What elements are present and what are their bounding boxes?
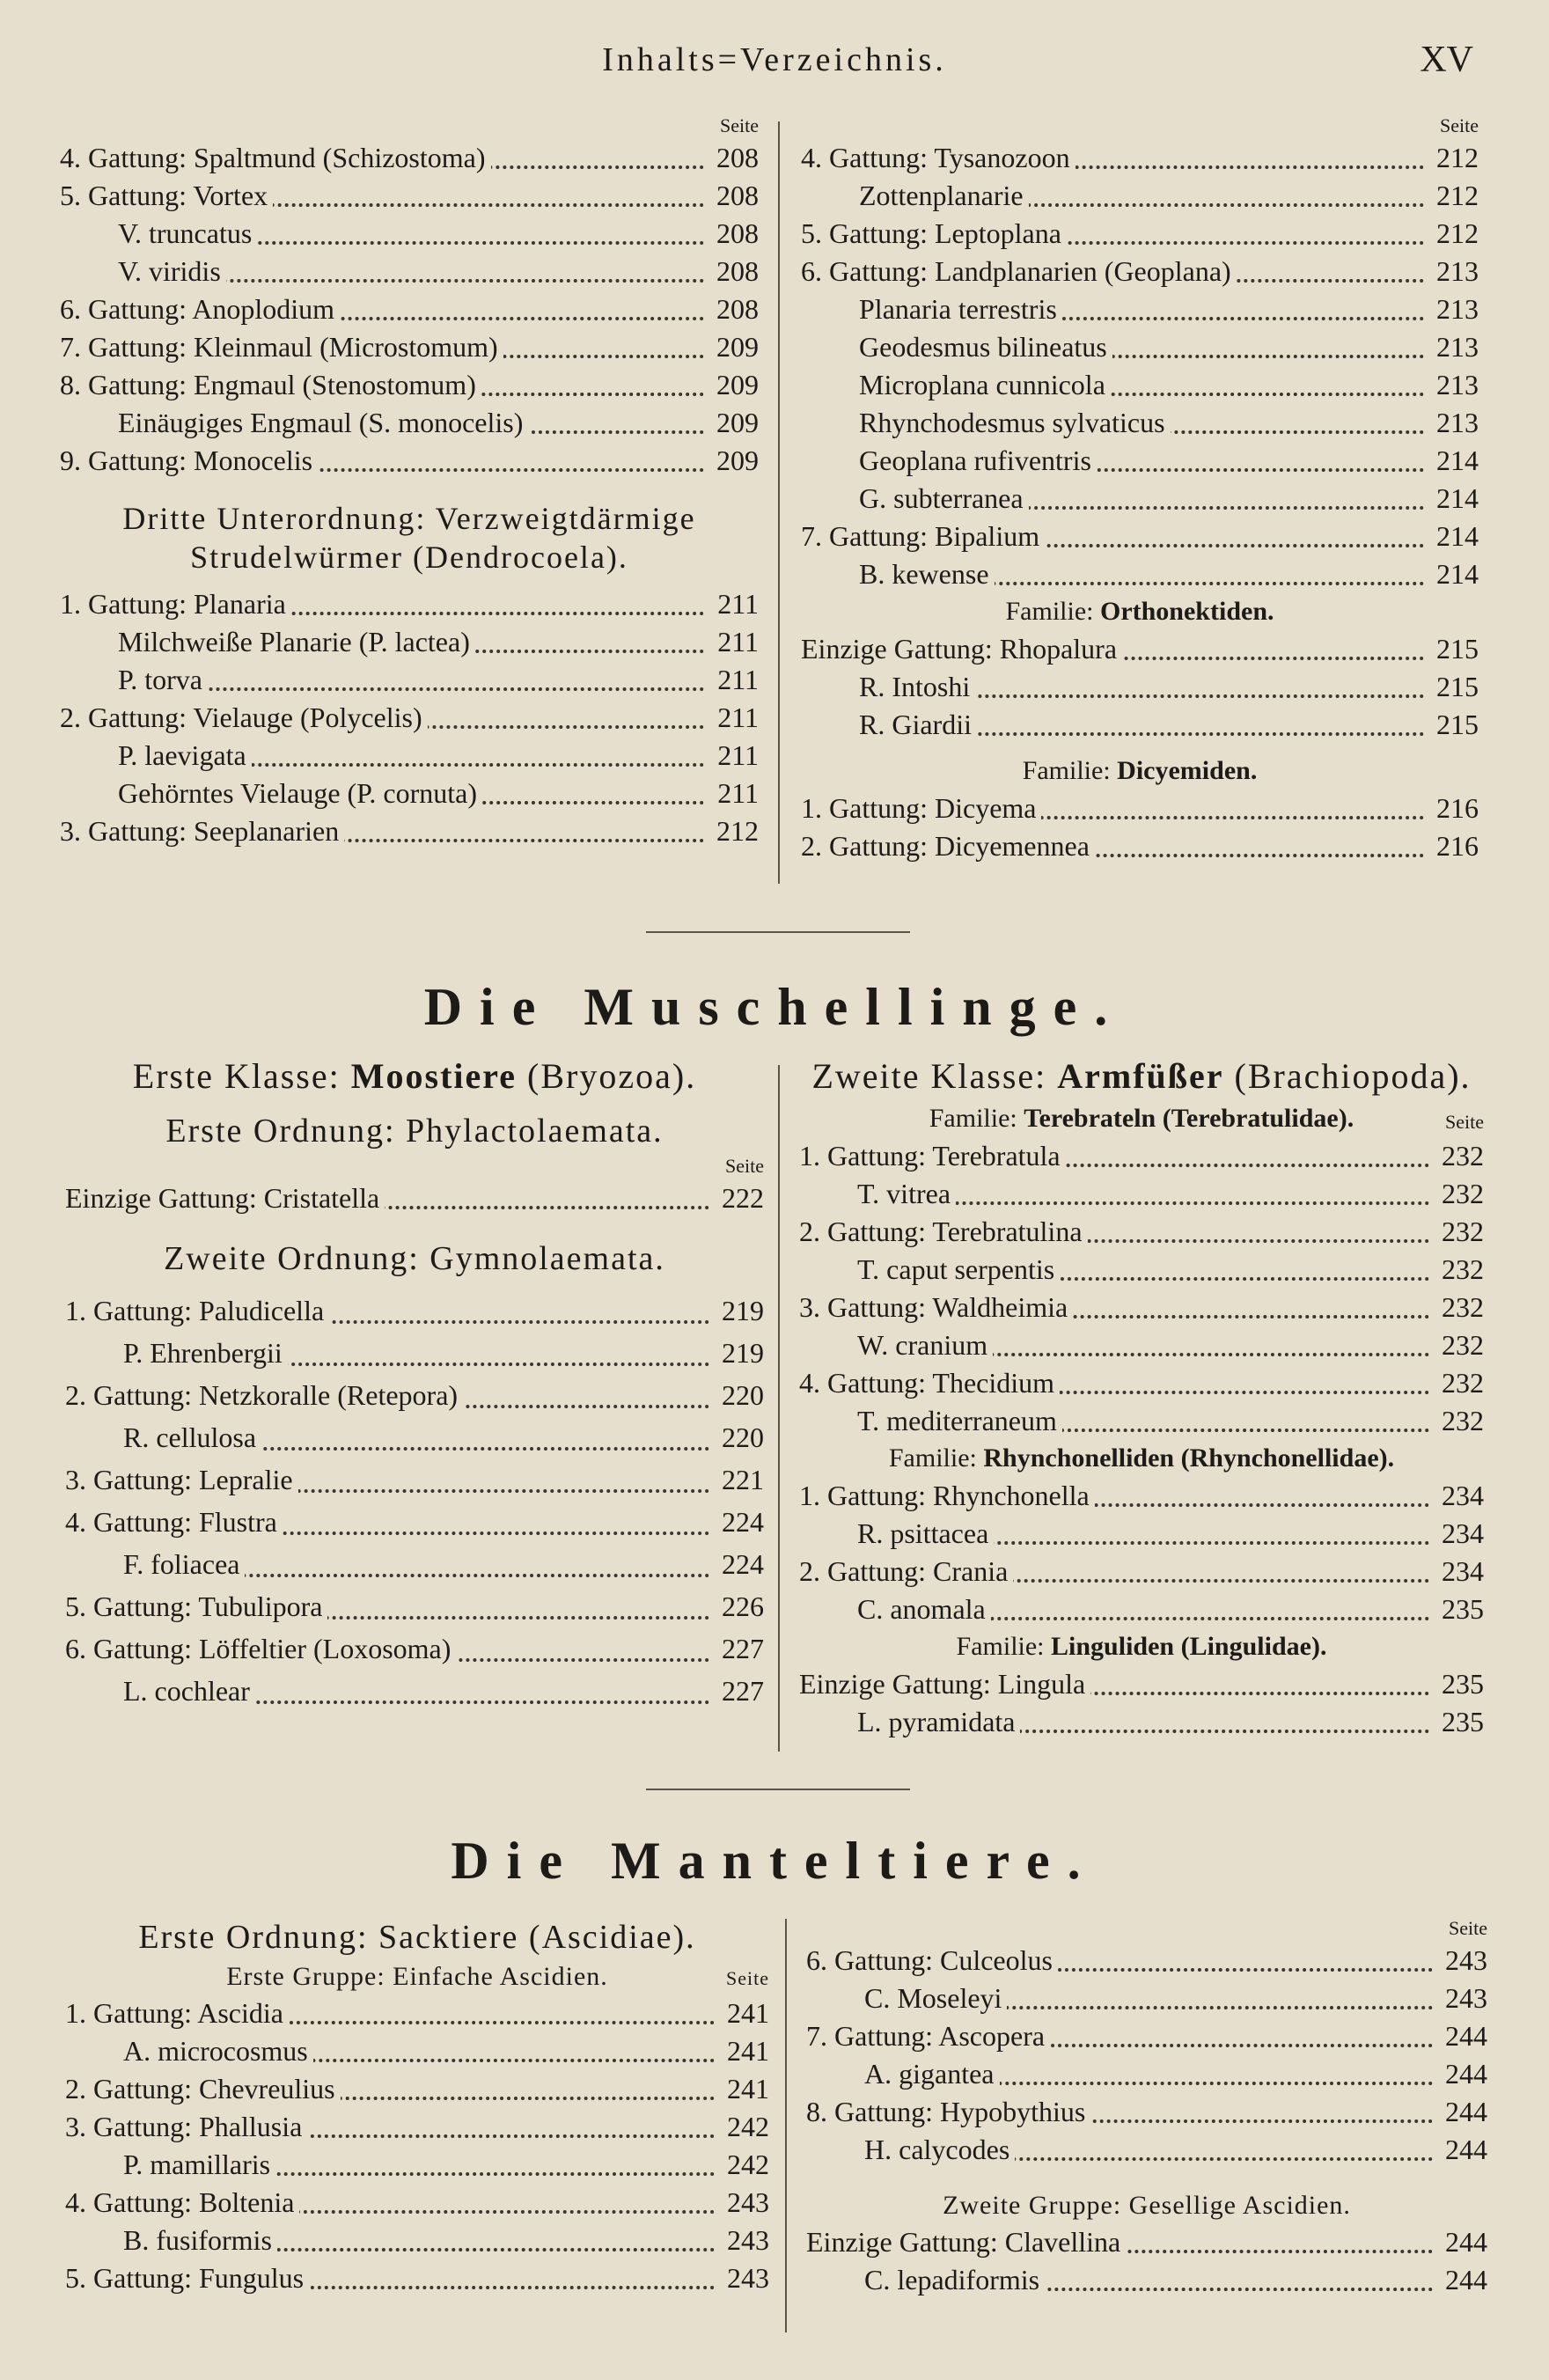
toc-subentry bbox=[60, 737, 759, 775]
page-ref: 232 bbox=[1431, 1251, 1484, 1289]
page-ref: 213 bbox=[1426, 404, 1479, 442]
entry-title: Geoplana rufiventris bbox=[859, 442, 1097, 480]
page-ref: 208 bbox=[706, 290, 759, 328]
entry-title: A. gigantea bbox=[864, 2055, 1000, 2093]
toc-subentry bbox=[65, 2222, 769, 2259]
entry-title: C. lepadiformis bbox=[864, 2261, 1045, 2299]
toc-subentry bbox=[65, 2032, 769, 2070]
entry-title: Milchweiße Planarie (P. lactea) bbox=[118, 623, 475, 661]
entry-title: T. caput serpentis bbox=[857, 1251, 1060, 1289]
page-ref: 212 bbox=[1426, 139, 1479, 177]
page-ref: 213 bbox=[1426, 366, 1479, 404]
entry-title: 1. Gattung: Rhynchonella bbox=[799, 1477, 1095, 1515]
seite-label: Seite bbox=[726, 1967, 769, 1989]
page-ref: 244 bbox=[1435, 2261, 1487, 2299]
page-ref: 214 bbox=[1426, 518, 1479, 555]
toc-subentry bbox=[65, 1543, 764, 1585]
toc-entry bbox=[806, 2017, 1487, 2055]
toc-entry bbox=[60, 177, 759, 215]
toc-subentry bbox=[799, 1590, 1484, 1628]
family-heading: Familie: Linguliden (Lingulidae). bbox=[956, 1632, 1327, 1661]
entry-title: 5. Gattung: Leptoplana bbox=[801, 215, 1067, 253]
page-ref: 235 bbox=[1431, 1590, 1484, 1628]
entry-title: 8. Gattung: Engmaul (Stenostomum) bbox=[60, 366, 481, 404]
page-ref: 211 bbox=[706, 623, 759, 661]
page-ref: 235 bbox=[1431, 1703, 1484, 1741]
entry-title: 2. Gattung: Netzkoralle (Retepora) bbox=[65, 1374, 463, 1416]
toc-entry bbox=[65, 2184, 769, 2222]
toc-entry bbox=[806, 2093, 1487, 2131]
toc-entry bbox=[799, 1665, 1484, 1703]
entry-title: 5. Gattung: Tubulipora bbox=[65, 1585, 327, 1627]
toc-subentry bbox=[60, 215, 759, 253]
entry-title: 1. Gattung: Ascidia bbox=[65, 1994, 289, 2032]
page-ref: 244 bbox=[1435, 2131, 1487, 2169]
toc-subentry bbox=[60, 253, 759, 290]
entry-title: R. Giardii bbox=[859, 706, 977, 744]
page-ref: 243 bbox=[716, 2259, 769, 2297]
page-ref: 209 bbox=[706, 442, 759, 480]
page-ref: 242 bbox=[716, 2146, 769, 2184]
page-ref: 244 bbox=[1435, 2055, 1487, 2093]
page-ref: 214 bbox=[1426, 442, 1479, 480]
toc-entry bbox=[65, 1458, 764, 1501]
page-ref: 213 bbox=[1426, 290, 1479, 328]
top-right-column bbox=[801, 113, 1479, 865]
entry-title: 4. Gattung: Flustra bbox=[65, 1501, 283, 1543]
page-ref: 211 bbox=[706, 775, 759, 812]
family-heading: Familie: Rhynchonelliden (Rhynchonellidae). bbox=[888, 1443, 1395, 1473]
section-title: Die Manteltiere. bbox=[451, 1832, 1098, 1890]
toc-subentry bbox=[801, 366, 1479, 404]
entry-title: R. cellulosa bbox=[123, 1416, 261, 1458]
page-ref: 214 bbox=[1426, 480, 1479, 518]
toc-subentry bbox=[801, 706, 1479, 744]
entry-title: 3. Gattung: Phallusia bbox=[65, 2108, 307, 2146]
section2-right-column bbox=[806, 1915, 1487, 2299]
toc-subentry bbox=[801, 177, 1479, 215]
toc-subentry bbox=[65, 2146, 769, 2184]
toc-subentry bbox=[60, 661, 759, 699]
toc-subentry bbox=[60, 775, 759, 812]
page-ref: 216 bbox=[1426, 827, 1479, 865]
page-ref: 242 bbox=[716, 2108, 769, 2146]
entry-title: Einzige Gattung: Cristatella bbox=[65, 1179, 385, 1217]
toc-subentry bbox=[801, 480, 1479, 518]
toc-subentry bbox=[799, 1402, 1484, 1440]
toc-entry bbox=[799, 1137, 1484, 1175]
toc-entry bbox=[801, 518, 1479, 555]
toc-entry bbox=[60, 139, 759, 177]
page-ref: 241 bbox=[716, 2032, 769, 2070]
entry-title: B. kewense bbox=[859, 555, 995, 593]
entry-title: 7. Gattung: Ascopera bbox=[806, 2017, 1050, 2055]
order-heading: Erste Ordnung: Phylactolaemata. bbox=[165, 1113, 664, 1150]
toc-entry bbox=[799, 1553, 1484, 1590]
toc-subentry bbox=[799, 1326, 1484, 1364]
toc-entry bbox=[799, 1364, 1484, 1402]
page-ref: 224 bbox=[711, 1543, 764, 1585]
toc-entry bbox=[65, 1501, 764, 1543]
entry-title: L. cochlear bbox=[123, 1670, 255, 1712]
page-ref: 215 bbox=[1426, 668, 1479, 706]
page-ref: 227 bbox=[711, 1627, 764, 1670]
page-ref: 232 bbox=[1431, 1289, 1484, 1326]
page-ref: 208 bbox=[706, 139, 759, 177]
toc-entry bbox=[65, 2070, 769, 2108]
section1-left-column bbox=[65, 1053, 764, 1712]
page-ref: 213 bbox=[1426, 328, 1479, 366]
page-ref: 214 bbox=[1426, 555, 1479, 593]
toc-subentry bbox=[801, 668, 1479, 706]
family-heading: Familie: Orthonektiden. bbox=[1005, 597, 1274, 626]
toc-entry bbox=[806, 1942, 1487, 1980]
entry-title: 2. Gattung: Crania bbox=[799, 1553, 1013, 1590]
entry-title: 5. Gattung: Fungulus bbox=[65, 2259, 309, 2297]
entry-title: 4. Gattung: Tysanozoon bbox=[801, 139, 1075, 177]
entry-title: V. truncatus bbox=[118, 215, 257, 253]
order-heading: Zweite Ordnung: Gymnolaemata. bbox=[164, 1240, 665, 1277]
running-title: Inhalts=Verzeichnis. bbox=[602, 41, 947, 78]
page-ref: 211 bbox=[706, 699, 759, 737]
page-ref: 243 bbox=[716, 2222, 769, 2259]
entry-title: 2. Gattung: Dicyemennea bbox=[801, 827, 1095, 865]
entry-title: Gehörntes Vielauge (P. cornuta) bbox=[118, 775, 482, 812]
group-heading: Erste Gruppe: Einfache Ascidien. Seite bbox=[65, 1959, 769, 1994]
seite-label: Seite bbox=[1449, 1917, 1487, 1939]
page-ref: 209 bbox=[706, 404, 759, 442]
family-heading: Familie: Terebrateln (Terebratulidae). Seite bbox=[799, 1100, 1484, 1137]
page-ref: 220 bbox=[711, 1374, 764, 1416]
page-ref: 235 bbox=[1431, 1665, 1484, 1703]
page-ref: 226 bbox=[711, 1585, 764, 1627]
toc-entry bbox=[65, 1289, 764, 1332]
toc-subentry bbox=[801, 328, 1479, 366]
entry-title: T. mediterraneum bbox=[857, 1402, 1062, 1440]
seite-label: Seite bbox=[1445, 1111, 1484, 1133]
toc-entry bbox=[801, 790, 1479, 827]
page-ref: 219 bbox=[711, 1332, 764, 1374]
page-ref: 215 bbox=[1426, 706, 1479, 744]
page-ref: 215 bbox=[1426, 630, 1479, 668]
page-ref: 221 bbox=[711, 1458, 764, 1501]
section2-left-column bbox=[65, 1915, 769, 2297]
page-ref: 211 bbox=[706, 661, 759, 699]
entry-title: Einäugiges Engmaul (S. monocelis) bbox=[118, 404, 528, 442]
entry-title: F. foliacea bbox=[123, 1543, 245, 1585]
entry-title: 1. Gattung: Paludicella bbox=[65, 1289, 329, 1332]
entry-title: P. laevigata bbox=[118, 737, 252, 775]
entry-title: C. anomala bbox=[857, 1590, 991, 1628]
toc-entry bbox=[799, 1477, 1484, 1515]
toc-subentry bbox=[799, 1175, 1484, 1213]
page-ref: 243 bbox=[1435, 1942, 1487, 1980]
page-ref: 232 bbox=[1431, 1137, 1484, 1175]
entry-title: P. Ehrenbergii bbox=[123, 1332, 288, 1374]
toc-entry bbox=[65, 1994, 769, 2032]
group-heading: Zweite Gruppe: Gesellige Ascidien. bbox=[943, 2191, 1351, 2220]
toc-subentry bbox=[799, 1703, 1484, 1741]
toc-subentry bbox=[801, 404, 1479, 442]
entry-title: 4. Gattung: Boltenia bbox=[65, 2184, 299, 2222]
page-ref: 208 bbox=[706, 177, 759, 215]
toc-entry bbox=[806, 2223, 1487, 2261]
toc-entry bbox=[799, 1289, 1484, 1326]
toc-subentry bbox=[60, 623, 759, 661]
entry-title: A. microcosmus bbox=[123, 2032, 313, 2070]
entry-title: 2. Gattung: Vielauge (Polycelis) bbox=[60, 699, 428, 737]
entry-title: H. calycodes bbox=[864, 2131, 1015, 2169]
toc-entry bbox=[60, 812, 759, 850]
page-ref: 244 bbox=[1435, 2093, 1487, 2131]
toc-entry bbox=[801, 827, 1479, 865]
entry-title: 5. Gattung: Vortex bbox=[60, 177, 273, 215]
order-heading-line2: Strudelwürmer (Dendrocoela). bbox=[190, 540, 628, 575]
entry-title: Geodesmus bilineatus bbox=[859, 328, 1112, 366]
toc-subentry bbox=[806, 2261, 1487, 2299]
page-ref: 232 bbox=[1431, 1402, 1484, 1440]
toc-entry bbox=[65, 1585, 764, 1627]
toc-subentry bbox=[806, 2055, 1487, 2093]
page-ref: 232 bbox=[1431, 1364, 1484, 1402]
page-ref: 243 bbox=[716, 2184, 769, 2222]
toc-subentry bbox=[799, 1251, 1484, 1289]
toc-subentry bbox=[65, 1332, 764, 1374]
seite-label: Seite bbox=[720, 114, 759, 136]
page-ref: 212 bbox=[706, 812, 759, 850]
entry-title: 6. Gattung: Landplanarien (Geoplana) bbox=[801, 253, 1237, 290]
page-ref: 208 bbox=[706, 215, 759, 253]
entry-title: C. Moseleyi bbox=[864, 1980, 1007, 2017]
toc-entry bbox=[60, 366, 759, 404]
entry-title: 4. Gattung: Spaltmund (Schizostoma) bbox=[60, 139, 491, 177]
entry-title: 7. Gattung: Bipalium bbox=[801, 518, 1045, 555]
page-ref: 232 bbox=[1431, 1326, 1484, 1364]
top-left-column bbox=[60, 113, 759, 850]
toc-subentry bbox=[806, 2131, 1487, 2169]
entry-title: Zottenplanarie bbox=[859, 177, 1029, 215]
entry-title: L. pyramidata bbox=[857, 1703, 1020, 1741]
column-divider-section2 bbox=[785, 1919, 787, 2332]
entry-title: B. fusiformis bbox=[123, 2222, 277, 2259]
toc-subentry bbox=[806, 1980, 1487, 2017]
toc-entry bbox=[801, 253, 1479, 290]
order-heading: Erste Ordnung: Sacktiere (Ascidiae). bbox=[138, 1919, 696, 1956]
page-ref: 209 bbox=[706, 366, 759, 404]
column-divider-section1 bbox=[778, 1065, 780, 1752]
entry-title: T. vitrea bbox=[857, 1175, 956, 1213]
entry-title: 3. Gattung: Waldheimia bbox=[799, 1289, 1073, 1326]
page-number: XV bbox=[1420, 40, 1473, 80]
page-ref: 213 bbox=[1426, 253, 1479, 290]
page-ref: 209 bbox=[706, 328, 759, 366]
entry-title: Planaria terrestris bbox=[859, 290, 1062, 328]
toc-entry bbox=[65, 1374, 764, 1416]
entry-title: 7. Gattung: Kleinmaul (Microstomum) bbox=[60, 328, 503, 366]
page-ref: 224 bbox=[711, 1501, 764, 1543]
section-divider bbox=[646, 931, 910, 933]
toc-entry bbox=[799, 1213, 1484, 1251]
entry-title: Rhynchodesmus sylvaticus bbox=[859, 404, 1171, 442]
page-ref: 211 bbox=[706, 585, 759, 623]
page-ref: 220 bbox=[711, 1416, 764, 1458]
entry-title: 3. Gattung: Lepralie bbox=[65, 1458, 298, 1501]
entry-title: 6. Gattung: Anoplodium bbox=[60, 290, 340, 328]
page-ref: 211 bbox=[706, 737, 759, 775]
toc-entry bbox=[801, 139, 1479, 177]
page-ref: 244 bbox=[1435, 2017, 1487, 2055]
toc-entry bbox=[801, 215, 1479, 253]
entry-title: Einzige Gattung: Lingula bbox=[799, 1665, 1090, 1703]
toc-subentry bbox=[801, 442, 1479, 480]
entry-title: 8. Gattung: Hypobythius bbox=[806, 2093, 1090, 2131]
page-ref: 243 bbox=[1435, 1980, 1487, 2017]
running-header bbox=[0, 39, 1549, 83]
page-ref: 208 bbox=[706, 253, 759, 290]
entry-title: 9. Gattung: Monocelis bbox=[60, 442, 318, 480]
entry-title: 2. Gattung: Terebratulina bbox=[799, 1213, 1088, 1251]
order-heading-line1: Dritte Unterordnung: Verzweigtdärmige bbox=[122, 501, 696, 536]
toc-entry bbox=[65, 2108, 769, 2146]
toc-subentry bbox=[60, 404, 759, 442]
entry-title: 4. Gattung: Thecidium bbox=[799, 1364, 1060, 1402]
entry-title: 2. Gattung: Chevreulius bbox=[65, 2070, 341, 2108]
page-ref: 234 bbox=[1431, 1553, 1484, 1590]
seite-label: Seite bbox=[725, 1155, 764, 1177]
entry-title: 1. Gattung: Dicyema bbox=[801, 790, 1041, 827]
toc-subentry bbox=[801, 290, 1479, 328]
entry-title: P. torva bbox=[118, 661, 208, 699]
family-heading: Familie: Dicyemiden. bbox=[1022, 756, 1258, 785]
toc-entry bbox=[60, 290, 759, 328]
seite-label: Seite bbox=[1440, 114, 1479, 136]
entry-title: 6. Gattung: Löffeltier (Loxosoma) bbox=[65, 1627, 456, 1670]
page-ref: 244 bbox=[1435, 2223, 1487, 2261]
entry-title: 3. Gattung: Seeplanarien bbox=[60, 812, 344, 850]
toc-subentry bbox=[65, 1670, 764, 1712]
entry-title: W. cranium bbox=[857, 1326, 993, 1364]
toc-entry bbox=[65, 1627, 764, 1670]
entry-title: R. psittacea bbox=[857, 1515, 994, 1553]
page-ref: 232 bbox=[1431, 1213, 1484, 1251]
page-ref: 212 bbox=[1426, 215, 1479, 253]
section-divider bbox=[646, 1789, 910, 1790]
toc-entry bbox=[60, 442, 759, 480]
page-ref: 219 bbox=[711, 1289, 764, 1332]
entry-title: P. mamillaris bbox=[123, 2146, 275, 2184]
toc-subentry bbox=[801, 555, 1479, 593]
toc-entry bbox=[65, 2259, 769, 2297]
entry-title: 6. Gattung: Culceolus bbox=[806, 1942, 1058, 1980]
section1-right-column bbox=[799, 1053, 1484, 1741]
page-ref: 232 bbox=[1431, 1175, 1484, 1213]
class-heading: Erste Klasse: Moostiere (Bryozoa). bbox=[132, 1056, 697, 1096]
page-ref: 222 bbox=[711, 1179, 764, 1217]
entry-title: 1. Gattung: Planaria bbox=[60, 585, 291, 623]
entry-title: Microplana cunnicola bbox=[859, 366, 1111, 404]
page-ref: 241 bbox=[716, 2070, 769, 2108]
page-ref: 227 bbox=[711, 1670, 764, 1712]
page-ref: 234 bbox=[1431, 1515, 1484, 1553]
entry-title: Einzige Gattung: Rhopalura bbox=[801, 630, 1122, 668]
toc-subentry bbox=[799, 1515, 1484, 1553]
page-ref: 212 bbox=[1426, 177, 1479, 215]
entry-title: G. subterranea bbox=[859, 480, 1029, 518]
toc-entry bbox=[60, 585, 759, 623]
toc-subentry bbox=[65, 1416, 764, 1458]
class-heading: Zweite Klasse: Armfüßer (Brachiopoda). bbox=[811, 1056, 1472, 1096]
column-divider-top bbox=[778, 121, 780, 884]
page-ref: 216 bbox=[1426, 790, 1479, 827]
toc-entry bbox=[65, 1179, 764, 1217]
toc-entry bbox=[60, 328, 759, 366]
toc-entry bbox=[60, 699, 759, 737]
section-title: Die Muschellinge. bbox=[423, 978, 1126, 1036]
page-ref: 241 bbox=[716, 1994, 769, 2032]
page-ref: 234 bbox=[1431, 1477, 1484, 1515]
toc-entry bbox=[801, 630, 1479, 668]
entry-title: 1. Gattung: Terebratula bbox=[799, 1137, 1066, 1175]
entry-title: Einzige Gattung: Clavellina bbox=[806, 2223, 1126, 2261]
entry-title: V. viridis bbox=[118, 253, 226, 290]
entry-title: R. Intoshi bbox=[859, 668, 975, 706]
